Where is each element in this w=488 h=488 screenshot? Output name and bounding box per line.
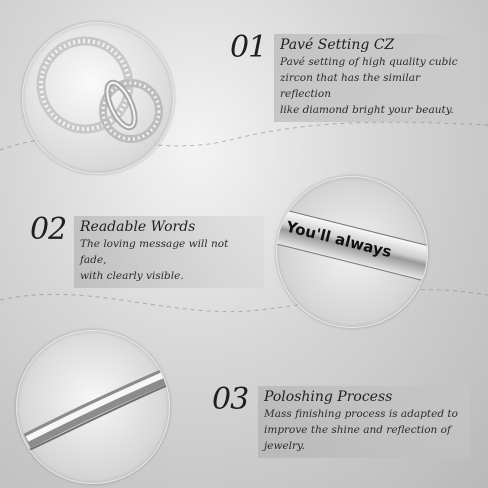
- band-surface: [276, 205, 428, 286]
- section-number: 03: [212, 382, 249, 417]
- interlocking-rings-illustration: [23, 23, 173, 173]
- bangle-illustration: [17, 331, 169, 483]
- feature-title: Readable Words: [80, 219, 196, 235]
- feature-title: Poloshing Process: [264, 389, 393, 405]
- feature-description: Mass finishing process is adapted to improve the shine and reflection of jewelry.: [264, 408, 458, 452]
- feature-panel: [274, 34, 480, 122]
- section-number: 01: [230, 30, 267, 65]
- engraving-text: You'll always: [284, 217, 394, 262]
- feature-description: Pavé setting of high quality cubic zircon that has the similar reflection like diamond bright your beauty.: [280, 56, 458, 116]
- polished-bangle-image: [16, 330, 170, 484]
- section-number: 02: [30, 212, 67, 247]
- feature-panel: [74, 216, 264, 288]
- feature-description: The loving message will not fade, with clearly visible.: [80, 238, 229, 282]
- feature-panel: [258, 386, 470, 458]
- pave-rings-image: [22, 22, 174, 174]
- feature-title: Pavé Setting CZ: [280, 37, 395, 53]
- engraved-band-image: [276, 176, 428, 328]
